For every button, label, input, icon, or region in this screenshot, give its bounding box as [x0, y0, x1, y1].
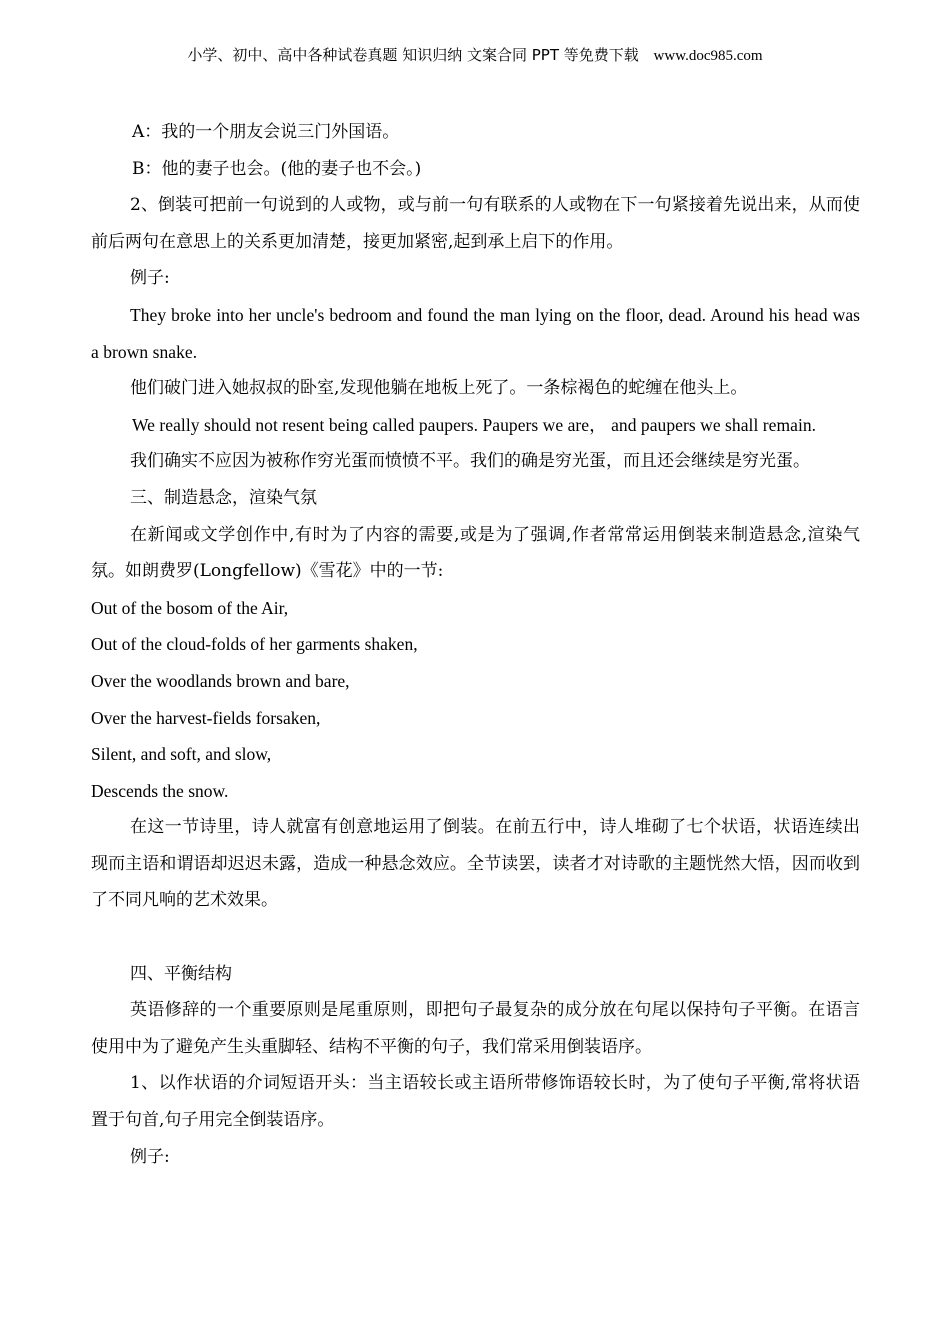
example-chinese-1: 他们破门进入她叔叔的卧室,发现他躺在地板上死了。一条棕褐色的蛇缠在他头上。	[130, 378, 748, 399]
document-body	[91, 114, 860, 1175]
example-english-1: They broke into her uncle's bedroom and found the man lying on the floor, dead. Around his head was a brown snake.	[91, 304, 860, 362]
page-header	[0, 44, 950, 67]
poem-commentary: 在这一节诗里，诗人就富有创意地运用了倒装。在前五行中，诗人堆砌了七个状语，状语连续出现而主语和谓语却迟迟未露，造成一种悬念效应。全节读罢，读者才对诗歌的主题恍然大悟，因而收到了不同凡响的艺术效果。	[91, 817, 860, 911]
section-4-heading: 四、平衡结构	[130, 963, 232, 984]
paragraph-point-4-1: 1、以作状语的介词短语开头：当主语较长或主语所带修饰语较长时，为了使句子平衡,常将状语置于句首,句子用完全倒装语序。	[91, 1073, 860, 1131]
poem-line: Out of the cloud-folds of her garments shaken,	[91, 634, 418, 655]
poem-line: Descends the snow.	[91, 780, 229, 801]
section-3-intro: 在新闻或文学创作中,有时为了内容的需要,或是为了强调,作者常常运用倒装来制造悬念,渲染气氛。如朗费罗(Longfellow)《雪花》中的一节:	[91, 524, 860, 582]
paragraph-spacer	[91, 919, 860, 956]
header-url[interactable]: www.doc985.com	[653, 48, 763, 64]
dialog-line-a: A：我的一个朋友会说三门外国语。	[132, 122, 400, 142]
section-3-heading: 三、制造悬念，渲染气氛	[130, 487, 317, 508]
poem-line: Over the woodlands brown and bare,	[91, 670, 350, 691]
example-label: 例子:	[130, 268, 170, 289]
example-chinese-2: 我们确实不应因为被称作穷光蛋而愤愤不平。我们的确是穷光蛋，而且还会继续是穷光蛋。	[130, 451, 810, 472]
dialog-line-b: B：他的妻子也会。(他的妻子也不会。)	[132, 158, 422, 179]
poem-line: Over the harvest-fields forsaken,	[91, 707, 321, 728]
paragraph-point-2: 2、倒装可把前一句说到的人或物，或与前一句有联系的人或物在下一句紧接着先说出来，从而使前后两句在意思上的关系更加清楚，接更加紧密,起到承上启下的作用。	[91, 195, 860, 252]
poem-line: Out of the bosom of the Air,	[91, 597, 289, 618]
header-title: 小学、初中、高中各种试卷真题 知识归纳 文案合同 PPT 等免费下载	[187, 46, 639, 64]
example-english-2: We really should not resent being called paupers. Paupers we are， and paupers we shall remain.	[132, 414, 817, 435]
poem-line: Silent, and soft, and slow,	[91, 744, 272, 765]
example-label: 例子:	[130, 1146, 170, 1167]
section-4-intro: 英语修辞的一个重要原则是尾重原则，即把句子最复杂的成分放在句尾以保持句子平衡。在语言使用中为了避免产生头重脚轻、结构不平衡的句子，我们常采用倒装语序。	[91, 1000, 860, 1057]
